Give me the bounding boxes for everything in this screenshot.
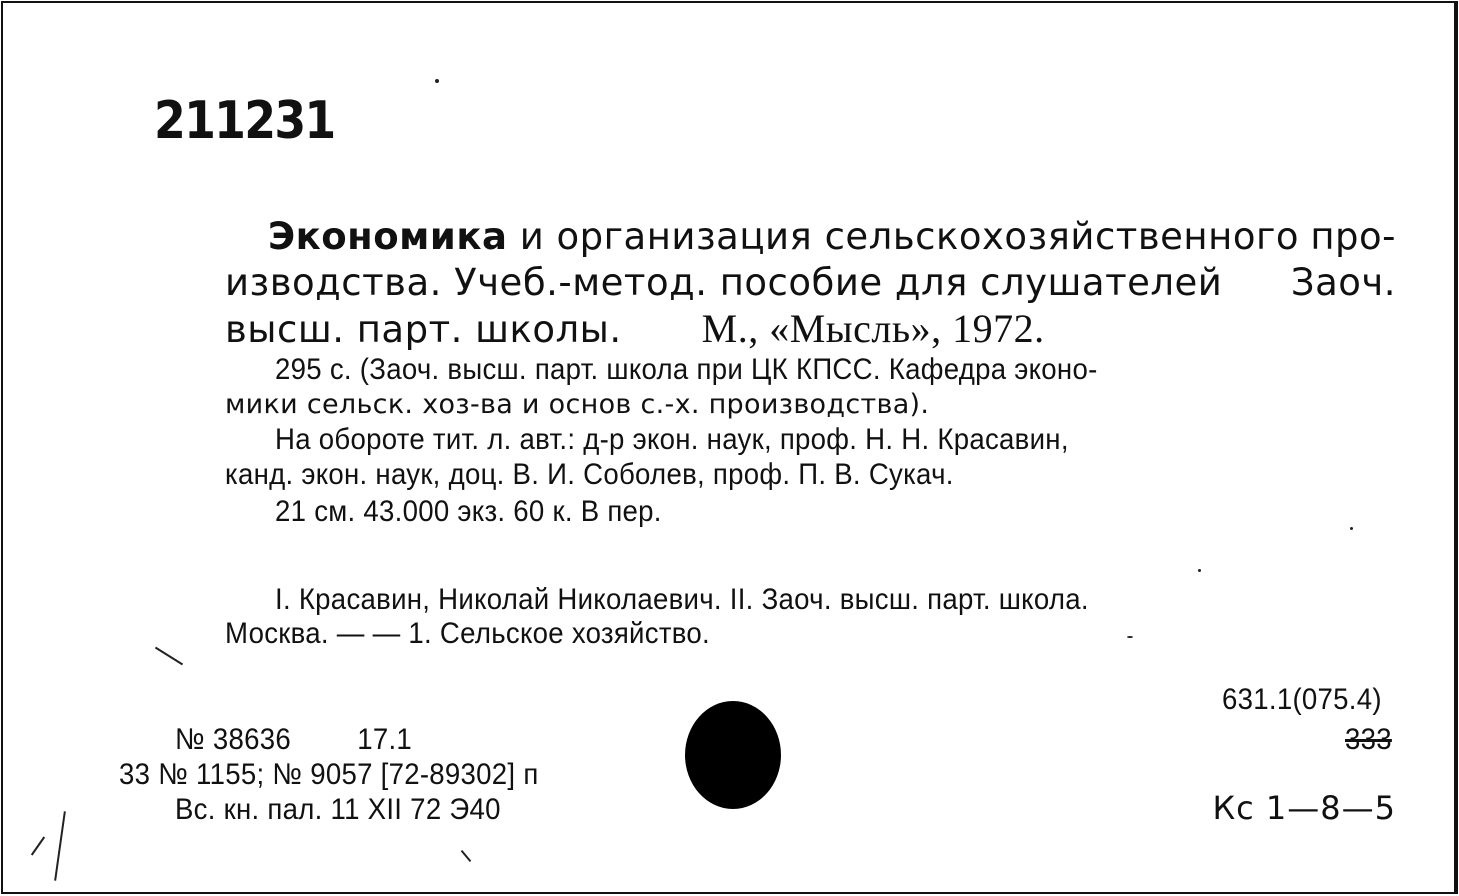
catalog-card (1, 1, 1458, 894)
collation-line-1: 295 с. (Заоч. высш. парт. школа при ЦК КПСС. Кафедра эконо- (275, 353, 1098, 386)
collation-line-2: мики сельск. хоз-ва и основ с.-х. производства). (225, 389, 930, 420)
handwritten-inventory-number: 211231 (154, 91, 335, 151)
ink-speck (1198, 569, 1201, 572)
title-lead-word: Экономика (268, 215, 508, 258)
registry-line-3: Вс. кн. пал. 11 XII 72 Э40 (175, 793, 501, 826)
title-line-3 (225, 305, 1045, 352)
pencil-mark (461, 850, 472, 862)
udk-code: 631.1(075.4) (1222, 683, 1383, 716)
title-rest: и организация сельскохозяйственного (519, 215, 1300, 258)
bbk-code: Кс 1—8—5 (1212, 789, 1396, 827)
physical-description: 21 см. 43.000 экз. 60 к. В пер. (275, 495, 662, 528)
title-line-2-end: Заоч. (1290, 261, 1396, 304)
title-line-3-text: высш. парт. школы. (225, 308, 622, 351)
pencil-mark (155, 647, 183, 666)
added-entries-line-1: I. Красавин, Николай Николаевич. II. Заоч. высш. парт. школа. (275, 583, 1089, 616)
registry-date: 17.1 (357, 723, 413, 756)
title-line-1-end: про- (1310, 215, 1396, 258)
registry-number: № 38636 (175, 723, 291, 756)
pencil-mark (54, 811, 66, 881)
registry-line-1 (175, 723, 412, 757)
title-line-2: изводства. Учеб.-метод. пособие для слушателей (225, 261, 1223, 304)
added-entries-line-2: Москва. — — 1. Сельское хозяйство. (225, 617, 710, 650)
crossed-out-code: 333 (1345, 723, 1392, 756)
punch-hole (685, 701, 781, 809)
imprint: М., «Мысль», 1972. (701, 306, 1045, 351)
verso-note-line-1: На обороте тит. л. авт.: д-р экон. наук, проф. Н. Н. Красавин, (275, 423, 1069, 456)
verso-note-line-2: канд. экон. наук, доц. В. И. Соболев, проф. П. В. Сукач. (225, 458, 954, 491)
ink-speck (1350, 527, 1353, 530)
ink-speck (1127, 636, 1133, 638)
ink-speck (435, 79, 439, 83)
title-line-1 (268, 215, 1299, 258)
registry-line-2: 33 № 1155; № 9057 [72-89302] п (119, 758, 539, 791)
pencil-mark (31, 836, 45, 855)
